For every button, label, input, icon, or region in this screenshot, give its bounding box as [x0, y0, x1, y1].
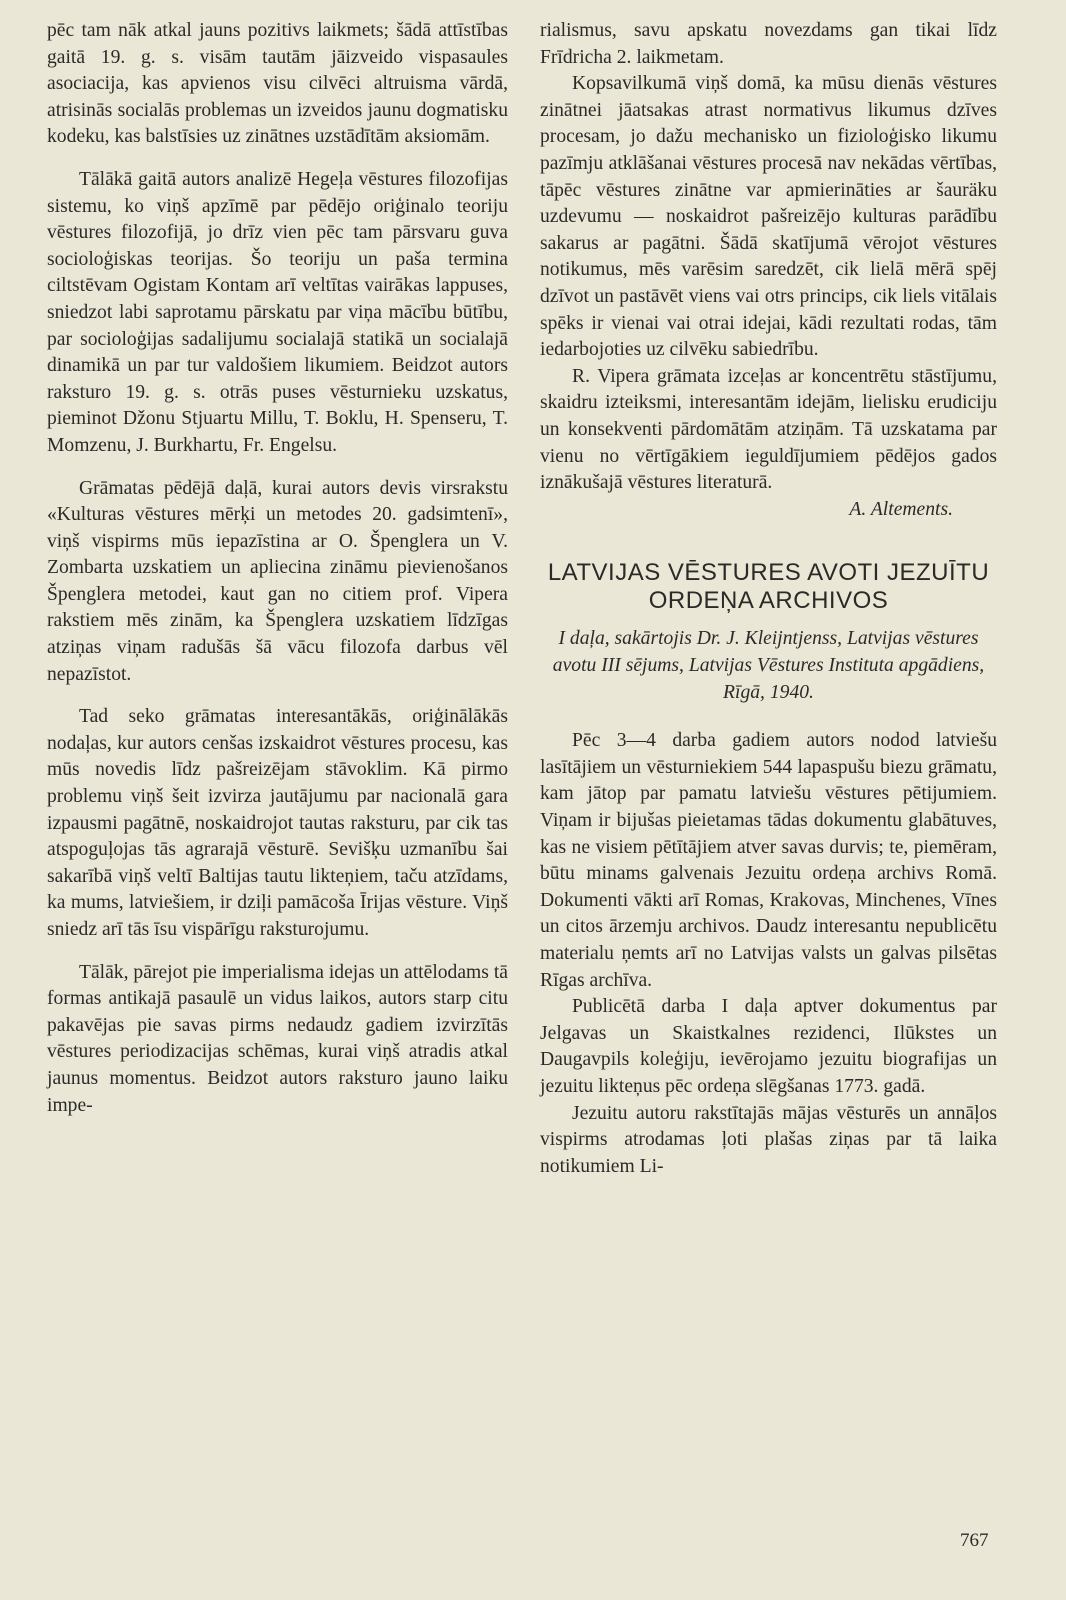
paragraph: Tālāk, pārejot pie imperialisma idejas un attēlodams tā formas antikajā pasaulē un vidus laikos, autors starp citu pakavējas pie savas pirms nedaudz gadiem izvirzītās vēstures periodizacijas schēmas, kurai viņš atradis atkal jaunus momentus. Beidzot autors raksturo jauno laiku impe-: [47, 961, 508, 1116]
page-number: 767: [960, 1530, 989, 1551]
paragraph: rialismus, savu apskatu novezdams gan tikai līdz Frīdricha 2. laikmetam.: [540, 20, 997, 68]
paragraph: R. Vipera grāmata izceļas ar koncentrētu stāstījumu, skaidru izteiksmi, interesantām idejām, lielisku erudiciju un konsekventi pārdomātām atziņām. Tā uzskatama par vienu no vērtīgākiem ieguldījumiem pēdējos gados iznākušajā vēstures literaturā.: [540, 365, 997, 494]
right-column: [540, 18, 997, 1180]
paragraph: Publicētā darba I daļa aptver dokumentus par Jelgavas un Skaistkalnes rezidenci, Ilūkstes un Daugavpils koleģiju, ievērojamo jezuitu biografijas un jezuitu likteņus pēc ordeņa slēgšanas 1773. gadā.: [540, 996, 997, 1097]
paragraph: Grāmatas pēdējā daļā, kurai autors devis virsrakstu «Kulturas vēstures mērķi un metodes 20. gadsimtenī», viņš vispirms mūs iepazīstina ar O. Špenglera un V. Zombarta uzskatiem un apliecina zināmu pievienošanos Špenglera metodei, kaut gan no citiem prof. Vipera rakstiem mēs zinām, ka Špenglera uzskatiem līdzīgas atziņas viņam radušās šā vācu filozofa darbus vēl nepazīstot.: [47, 477, 508, 685]
paragraph: Jezuitu autoru rakstītajās mājas vēsturēs un annāļos vispirms atrodamas ļoti plašas ziņas par tā laika notikumiem Li-: [540, 1102, 997, 1177]
paragraph: Pēc 3—4 darba gadiem autors nodod latviešu lasītājiem un vēsturniekiem 544 lapaspušu biezu grāmatu, kam jātop par pamatu latviešu vēstures pētijumiem. Viņam ir bijušas pieietamas tādas dokumentu glabātuves, kas ne visiem pētītājiem atver savas durvis; te, piemēram, būtu minams galvenais Jezuitu ordeņa archivs Romā. Dokumenti vākti arī Romas, Krakovas, Minchenes, Vīnes un citos ārzemju archivos. Daudz interesantu nepublicētu materialu ņemts arī no Latvijas valsts un galvas pilsētas Rīgas archīva.: [540, 730, 997, 991]
paragraph: Kopsavilkumā viņš domā, ka mūsu dienās vēstures zinātnei jāatsakas atrast normativus likumus dzīves procesam, jo dažu mechanisko un fizioloģisko likumu pazīmju atklāšanai vēstures procesā nav nekādas vērtības, tāpēc vēstures zinātne var apmierināties ar šauräku uzdevumu — noskaidrot pašreizējo kulturas parādību sakarus ar pagātni. Šādā skatījumā vērojot vēstures notikumus, mēs varēsim saredzēt, cik lielā mērā spēj dzīvot un pastāvēt viens vai otrs princips, cik liels vitālais spēks ir vienai vai otrai idejai, kādi rezultati rodas, tām iedarbojoties uz cilvēku sabiedrību.: [540, 73, 997, 361]
left-column: [47, 18, 508, 1119]
paragraph: pēc tam nāk atkal jauns pozitivs laikmets; šādā attīstības gaitā 19. g. s. visām tautām jāizveido vispasaules asociacija, kas apvienos visu cilvēci altruisma vārdā, atrisinās socialās problemas un izveidos jaunu dogmatisku kodeku, kas balstīsies uz zinātnes uzstādītām aksiomām.: [47, 20, 508, 148]
section-title: LATVIJAS VĒSTURES AVOTI JEZUĪTU ORDEŅA ARCHIVOS: [547, 559, 990, 615]
paragraph: Tālākā gaitā autors analizē Hegeļa vēstures filozofijas sistemu, ko viņš apzīmē par pēdējo oriģinalo teoriju vēstures filozofijā, jo drīz vien pēc tam pārsvaru guva socioloģiskas teorijas. Šo teoriju un paša termina ciltstēvam Ogistam Kontam arī veltītas vairākas lappuses, sniedzot labi saprotamu pārskatu par viņa mācību būtību, par socioloģijas sadalijumu socialajā statikā un socialajā dinamikā un par tur valdošiem likumiem. Beidzot autors raksturo 19. g. s. otrās puses vēsturnieku uzskatus, pieminot Džonu Stjuartu Millu, T. Boklu, H. Spenseru, T. Momzenu, J. Burkhartu, Fr. Engelsu.: [47, 168, 508, 456]
paragraph: Tad seko grāmatas interesantākās, oriģinālākās nodaļas, kur autors cenšas izskaidrot vēstures procesu, kas mūs novedis līdz pašreizējam stāvoklim. Kā pirmo problemu viņš šeit izvirza jautājumu par nacionalā gara izpausmi pagātnē, noskaidrojot tautas raksturu, par cik tas atspoguļojas tās agrarajā vēsturē. Sevišķu uzmanību šai sakarībā viņš veltī Baltijas tautu likteņiem, taču atzīdams, ka mums, latviešiem, ir dziļi pamācoša Īrijas vēsture. Viņš sniedz arī tās īsu vispārīgu raksturojumu.: [47, 706, 508, 940]
review-signature: A. Altements.: [849, 498, 953, 520]
section-subtitle: I daļa, sakārtojis Dr. J. Kleijntjenss, Latvijas vēstures avotu III sējums, Latvijas Vēstures Instituta apgādiens, Rīgā, 1940.: [552, 628, 985, 704]
